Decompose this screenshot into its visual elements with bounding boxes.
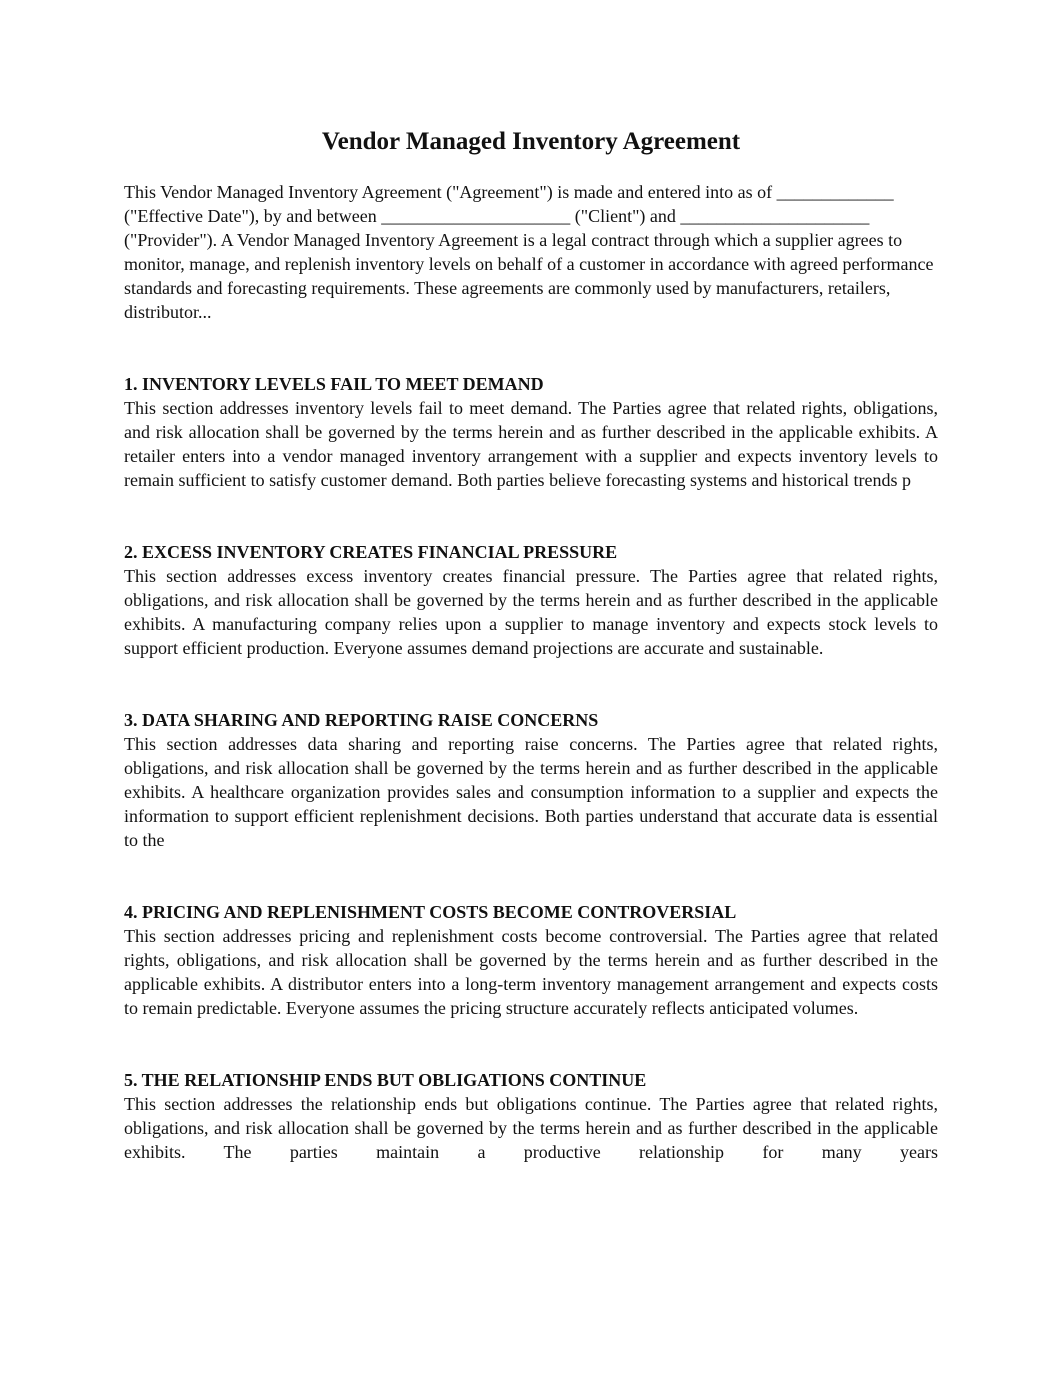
section-1 <box>124 372 938 492</box>
section-heading: 3. DATA SHARING AND REPORTING RAISE CONCERNS <box>124 710 599 730</box>
section-body: This section addresses excess inventory creates financial pressure. The Parties agree that related rights, obligations, and risk allocation shall be governed by the terms herein and as further described in the applicable exhibits. A manufacturing company relies upon a supplier to manage inventory and expects stock levels to support efficient production. Everyone assumes demand projections are accurate and sustainable. <box>124 566 938 658</box>
section-3 <box>124 708 938 852</box>
section-body: This section addresses the relationship ends but obligations continue. The Parties agree that related rights, obligations, and risk allocation shall be governed by the terms herein and as further described in the applicable exhibits. The parties maintain a productive relationship for many years <box>124 1094 938 1162</box>
section-heading: 1. INVENTORY LEVELS FAIL TO MEET DEMAND <box>124 374 544 394</box>
section-body: This section addresses inventory levels fail to meet demand. The Parties agree that related rights, obligations, and risk allocation shall be governed by the terms herein and as further described in the applicable exhibits. A retailer enters into a vendor managed inventory arrangement with a supplier and expects inventory levels to remain sufficient to satisfy customer demand. Both parties believe forecasting systems and historical trends p <box>124 398 938 490</box>
section-heading: 4. PRICING AND REPLENISHMENT COSTS BECOME CONTROVERSIAL <box>124 902 737 922</box>
section-body: This section addresses pricing and replenishment costs become controversial. The Parties agree that related rights, obligations, and risk allocation shall be governed by the terms herein and as further described in the applicable exhibits. A distributor enters into a long-term inventory management arrangement and expects costs to remain predictable. Everyone assumes the pricing structure accurately reflects anticipated volumes. <box>124 926 938 1018</box>
section-heading: 5. THE RELATIONSHIP ENDS BUT OBLIGATIONS CONTINUE <box>124 1070 647 1090</box>
intro-paragraph: This Vendor Managed Inventory Agreement ("Agreement") is made and entered into as of _____________ ("Effective Date"), by and between _____________________ ("Client") and _____________________ ("Provider"). A Vendor Managed Inventory Agreement is a legal contract through which a supplier agrees to monitor, manage, and replenish inventory levels on behalf of a customer in accordance with agreed performance standards and forecasting requirements. These agreements are commonly used by manufacturers, retailers, distributor... <box>124 182 934 322</box>
section-5 <box>124 1068 938 1164</box>
document-page <box>124 122 938 1164</box>
section-2 <box>124 540 938 660</box>
section-heading: 2. EXCESS INVENTORY CREATES FINANCIAL PRESSURE <box>124 542 618 562</box>
document-title: Vendor Managed Inventory Agreement <box>321 128 741 155</box>
section-body: This section addresses data sharing and reporting raise concerns. The Parties agree that related rights, obligations, and risk allocation shall be governed by the terms herein and as further described in the applicable exhibits. A healthcare organization provides sales and consumption information to a supplier and expects the information to support efficient replenishment decisions. Both parties understand that accurate data is essential to the <box>124 734 938 850</box>
section-4 <box>124 900 938 1020</box>
